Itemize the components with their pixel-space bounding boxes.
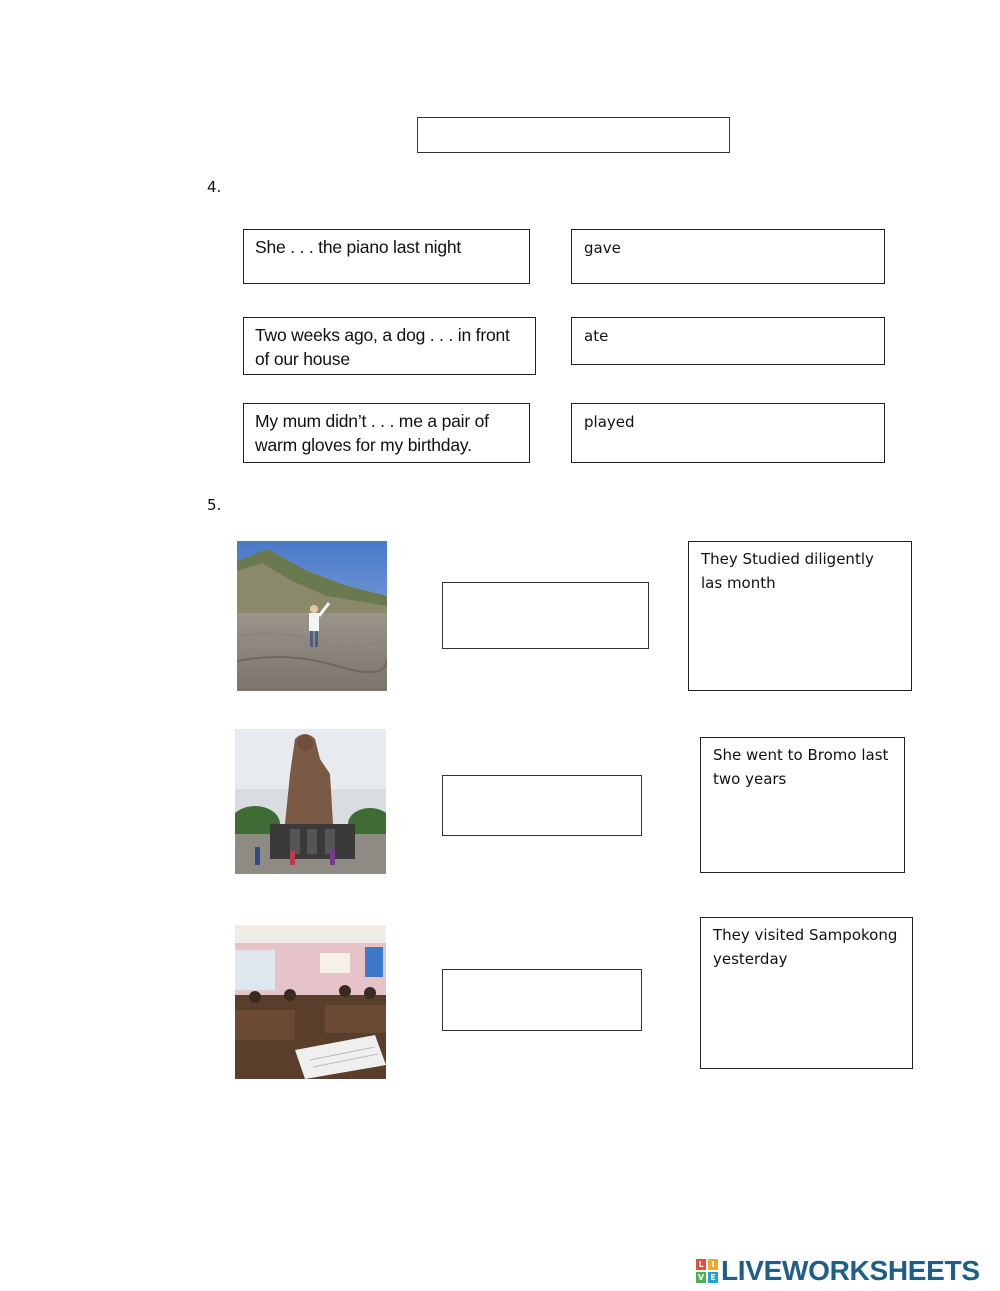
caption-box-1[interactable] xyxy=(688,541,912,691)
question-5-number: 5. xyxy=(207,496,222,514)
sentence-text: She . . . the piano last night xyxy=(255,237,462,257)
word-text: played xyxy=(584,413,635,431)
logo-letter-e: E xyxy=(708,1272,718,1283)
caption-text: She went to Bromo last two years xyxy=(713,746,889,788)
caption-text: They Studied diligently las month xyxy=(701,550,874,592)
question-4-number: 4. xyxy=(207,178,222,196)
top-answer-box[interactable] xyxy=(417,117,730,153)
answer-box-2[interactable] xyxy=(442,775,642,836)
word-box-1[interactable] xyxy=(571,229,885,284)
logo-letter-i: I xyxy=(708,1259,718,1270)
caption-text: They visited Sampokong yesterday xyxy=(713,926,898,968)
answer-box-3[interactable] xyxy=(442,969,642,1031)
logo-blocks-icon xyxy=(696,1259,718,1283)
answer-box-1[interactable] xyxy=(442,582,649,649)
logo-letter-l: L xyxy=(696,1259,706,1270)
classroom-photo xyxy=(235,925,386,1079)
caption-box-3[interactable] xyxy=(700,917,913,1069)
sentence-text: My mum didn’t . . . me a pair of warm gloves for my birthday. xyxy=(255,411,489,455)
statue-photo xyxy=(235,729,386,874)
logo-text: LIVEWORKSHEETS xyxy=(721,1255,980,1286)
word-text: gave xyxy=(584,239,621,257)
sentence-box-3[interactable] xyxy=(243,403,530,463)
word-text: ate xyxy=(584,327,609,345)
caption-box-2[interactable] xyxy=(700,737,905,873)
sentence-box-2[interactable] xyxy=(243,317,536,375)
sentence-text: Two weeks ago, a dog . . . in front of our house xyxy=(255,325,510,369)
mountain-sand-photo xyxy=(237,541,387,691)
word-box-2[interactable] xyxy=(571,317,885,365)
liveworksheets-logo xyxy=(696,1255,996,1287)
word-box-3[interactable] xyxy=(571,403,885,463)
sentence-box-1[interactable] xyxy=(243,229,530,284)
logo-letter-v: V xyxy=(697,1273,705,1282)
